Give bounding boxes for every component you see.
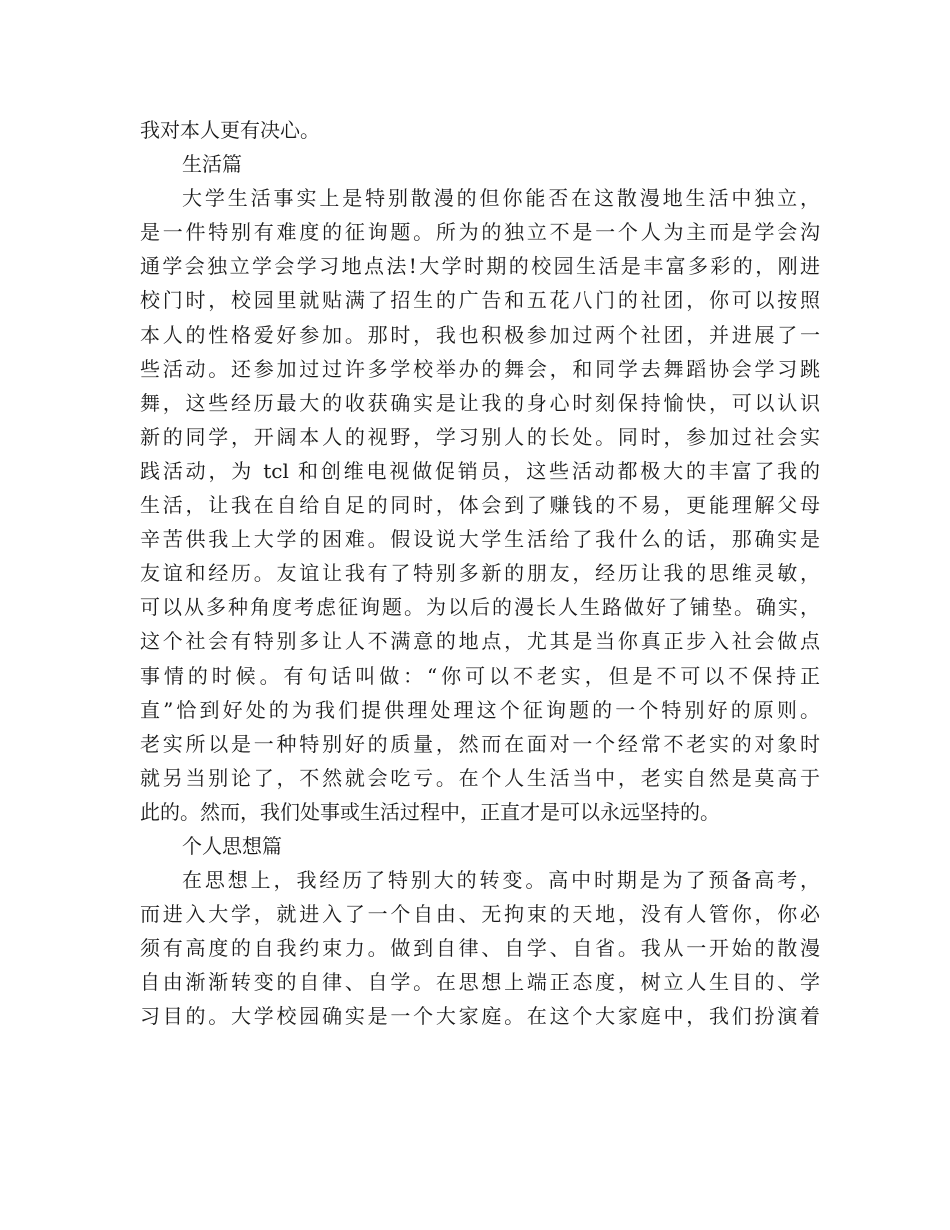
- paragraph-line: 生活，让我在自给自足的同时，体会到了赚钱的不易，更能理解父母: [140, 493, 820, 518]
- paragraph-line: 本人的性格爱好参加。那时，我也积极参加过两个社团，并进展了一: [140, 322, 820, 347]
- paragraph-line: 此的。然而，我们处事或生活过程中，正直才是可以永远坚持的。: [140, 799, 720, 824]
- paragraph-line: 习目的。大学校园确实是一个大家庭。在这个大家庭中，我们扮演着: [140, 1004, 820, 1029]
- paragraph-line: 通学会独立学会学习地点法!大学时期的校园生活是丰富多彩的，刚进: [140, 254, 820, 279]
- paragraph-line: 辛苦供我上大学的困难。假设说大学生活给了我什么的话，那确实是: [140, 527, 820, 552]
- paragraph-line: 直”恰到好处的为我们提供理处理这个征询题的一个特别好的原则。: [140, 697, 820, 722]
- paragraph-line: 这个社会有特别多让人不满意的地点，尤其是当你真正步入社会做点: [140, 629, 820, 654]
- paragraph-line: 老实所以是一种特别好的质量，然而在面对一个经常不老实的对象时: [140, 731, 820, 756]
- paragraph-line: 友谊和经历。友谊让我有了特别多新的朋友，经历让我的思维灵敏，: [140, 561, 820, 586]
- paragraph-line: 而进入大学，就进入了一个自由、无拘束的天地，没有人管你，你必: [140, 902, 820, 927]
- paragraph-line: 践活动，为 tcl 和创维电视做促销员，这些活动都极大的丰富了我的: [140, 458, 820, 483]
- paragraph-line: 舞，这些经历最大的收获确实是让我的身心时刻保持愉快，可以认识: [140, 390, 820, 415]
- paragraph-line: 我对本人更有决心。: [140, 118, 320, 142]
- paragraph-line: 须有高度的自我约束力。做到自律、自学、自省。我从一开始的散漫: [140, 936, 820, 961]
- paragraph-line: 在思想上，我经历了特别大的转变。高中时期是为了预备高考，: [182, 868, 820, 893]
- paragraph-line: 就另当别论了，不然就会吃亏。在个人生活当中，老实自然是莫高于: [140, 765, 820, 790]
- paragraph-line: 大学生活事实上是特别散漫的但你能否在这散漫地生活中独立，: [182, 186, 820, 211]
- paragraph-line: 是一件特别有难度的征询题。所为的独立不是一个人为主而是学会沟: [140, 220, 820, 245]
- paragraph-line: 自由渐渐转变的自律、自学。在思想上端正态度，树立人生目的、学: [140, 970, 820, 995]
- paragraph-line: 些活动。还参加过过许多学校举办的舞会，和同学去舞蹈协会学习跳: [140, 356, 820, 381]
- paragraph-line: 可以从多种角度考虑征询题。为以后的漫长人生路做好了铺垫。确实，: [140, 595, 820, 620]
- document-body: [140, 113, 820, 1034]
- section-heading-thought: 个人思想篇: [182, 833, 282, 858]
- paragraph-line: 事情的时候。有句话叫做：“你可以不老实，但是不可以不保持正: [140, 663, 820, 688]
- paragraph-line: 校门时，校园里就贴满了招生的广告和五花八门的社团，你可以按照: [140, 288, 820, 313]
- paragraph-line: 新的同学，开阔本人的视野，学习别人的长处。同时，参加过社会实: [140, 424, 820, 449]
- section-heading-life: 生活篇: [182, 152, 242, 177]
